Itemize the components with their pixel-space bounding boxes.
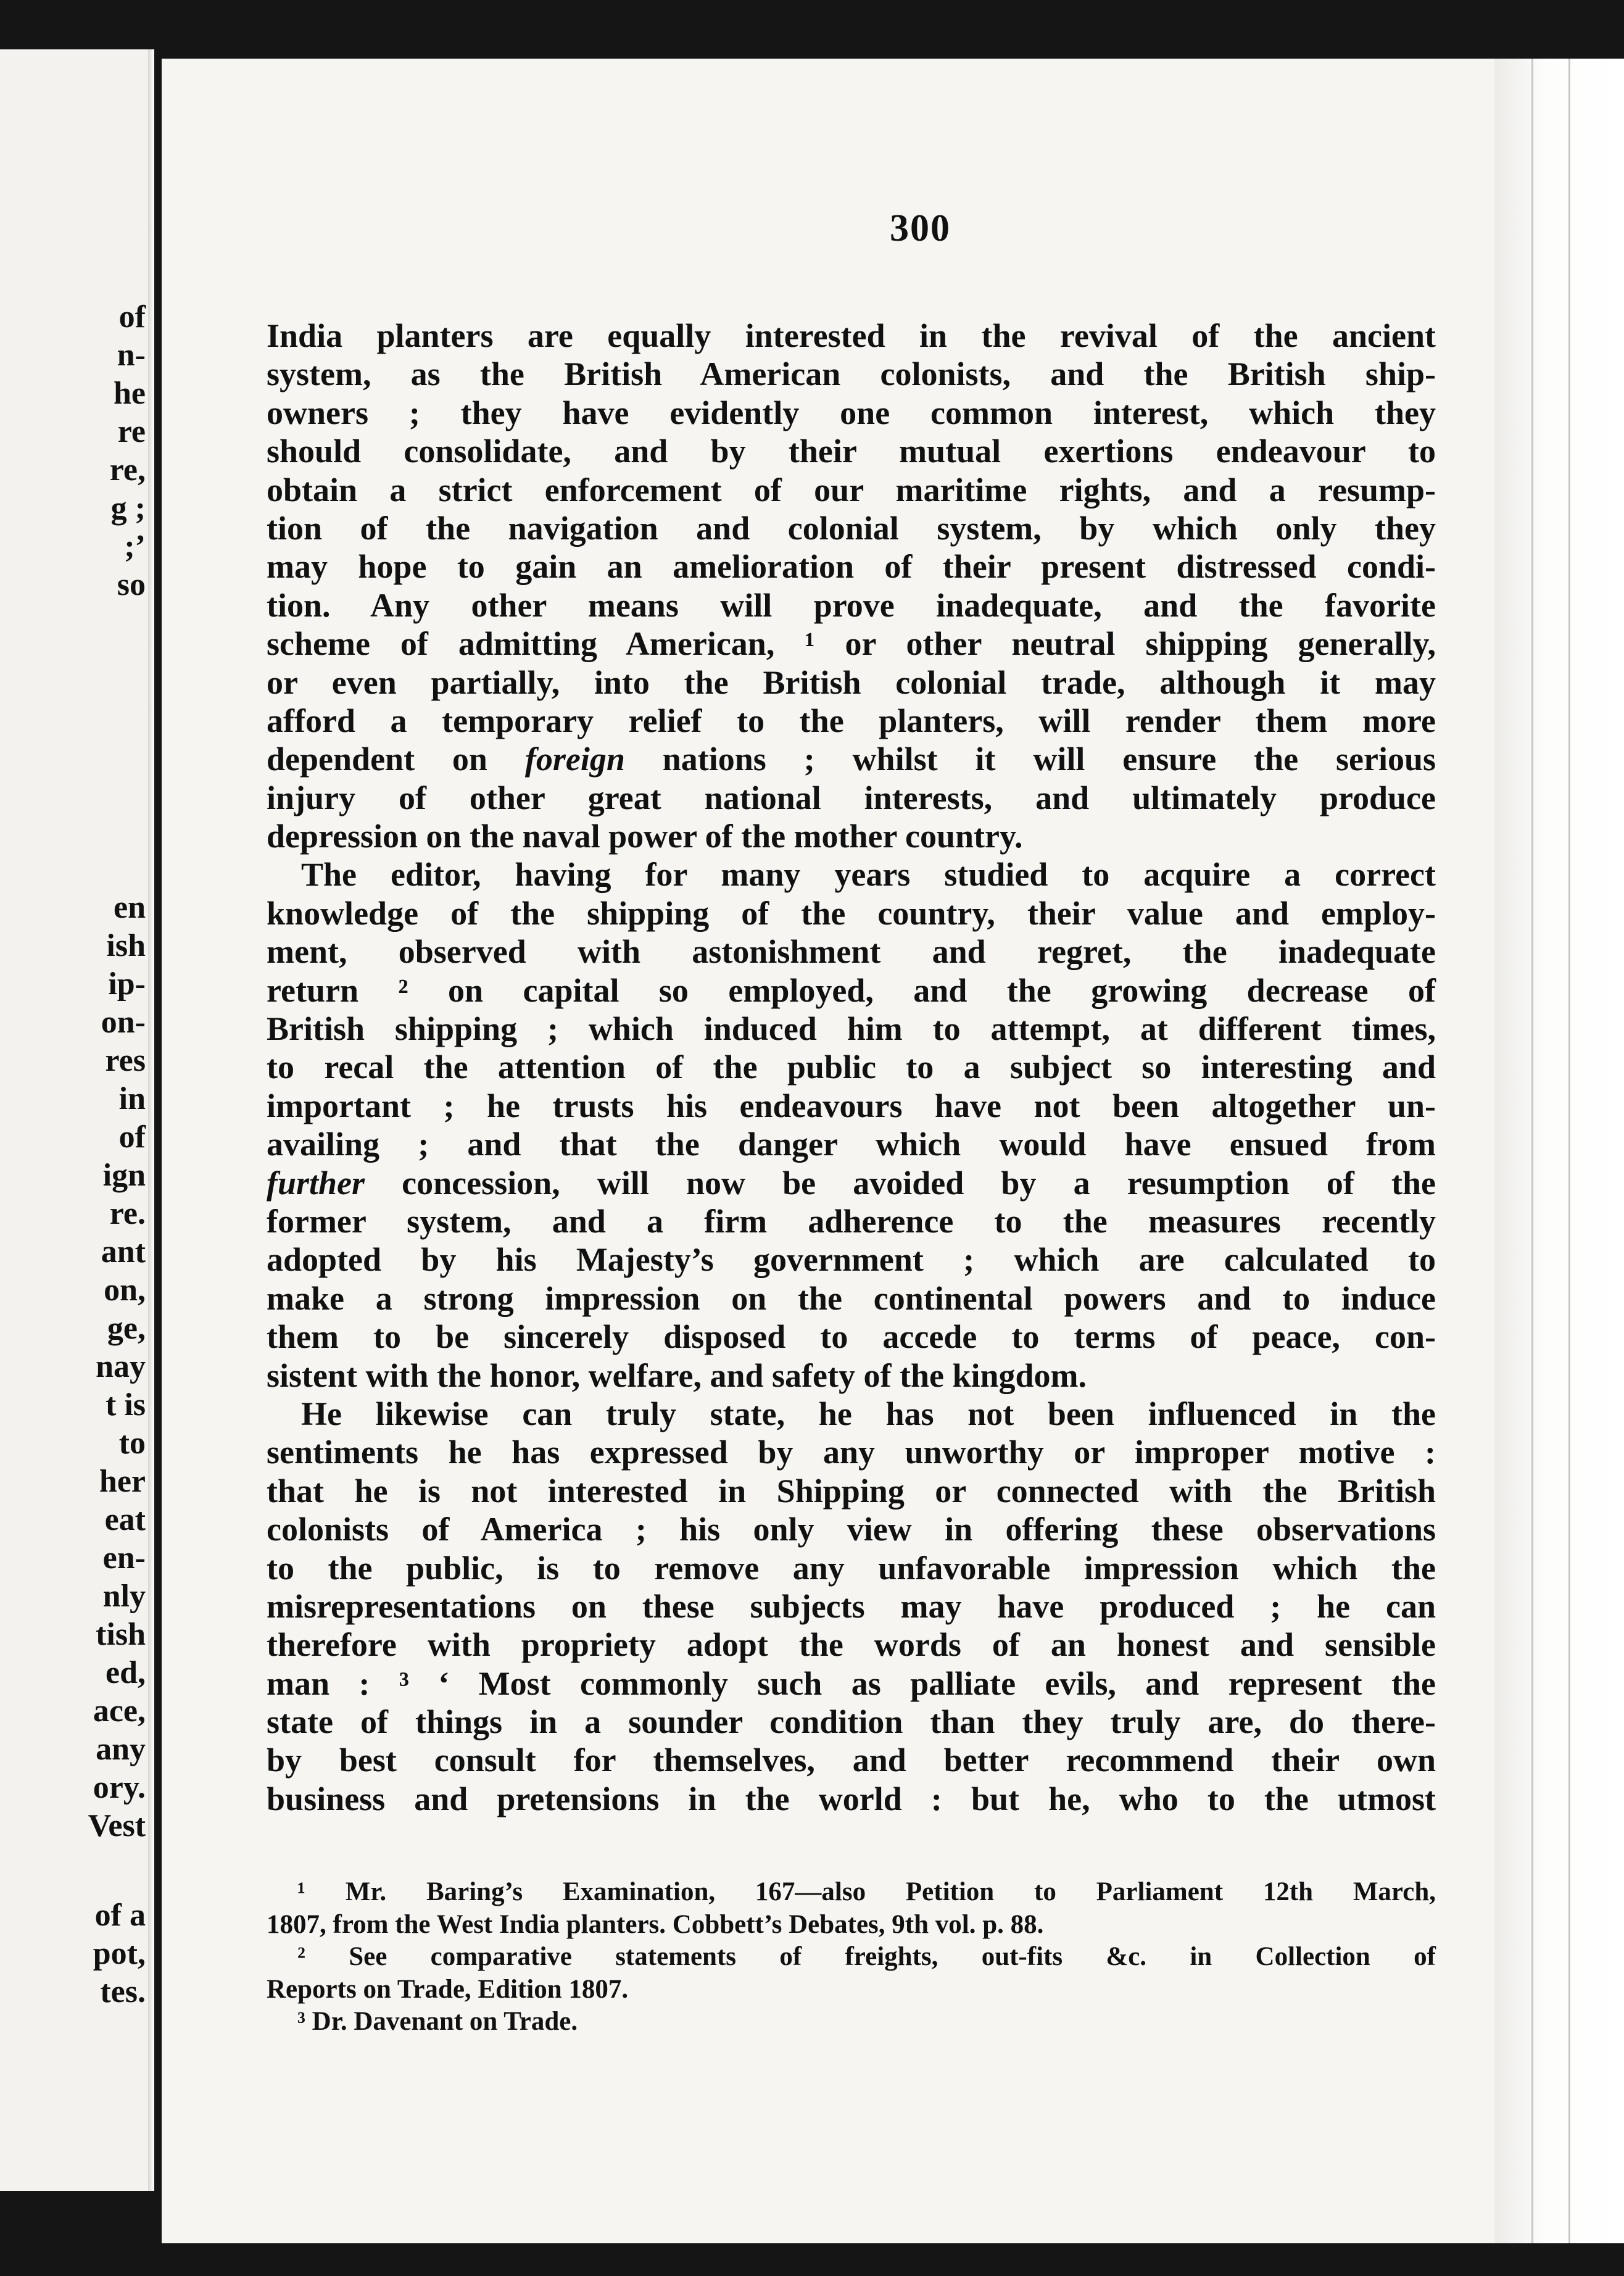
left-page-fragment: of [118,299,146,334]
left-page-fragment: ign [102,1158,146,1193]
book-page [162,59,1624,2243]
text-line: colonists of America ; his only view in offering these observations [267,1511,1436,1548]
text-line: man : ³ ‘ Most commonly such as palliate evils, and represent the [267,1664,1436,1702]
text-line: to recal the attention of the public to a subject so interesting and [267,1049,1436,1086]
text-line: afford a temporary relief to the planters, will render them more [267,702,1436,739]
left-page-fragment: on- [101,1005,146,1040]
text-line: sentiments he has expressed by any unworthy or improper motive : [267,1434,1436,1471]
text-line: adopted by his Majesty’s government ; which are calculated to [267,1241,1436,1279]
left-page-edge [0,49,154,2191]
left-page-fragment: g ; [110,491,146,526]
text-line: misrepresentations on these subjects may have produced ; he can [267,1587,1436,1625]
left-page-fragment: re. [109,1196,146,1231]
text-line: system, as the British American colonists, and the British ship- [267,355,1436,393]
left-page-fragment: Vest [88,1808,146,1843]
body-text [267,317,1436,1818]
left-page-fragment: ory. [93,1770,146,1805]
text-line: dependent on foreign nations ; whilst it will ensure the serious [267,741,1436,778]
left-page-fragment: re, [109,452,146,488]
text-line: by best consult for themselves, and better recommend their own [267,1742,1436,1779]
page-edges [1494,59,1624,2243]
footnote-line: Reports on Trade, Edition 1807. [267,1974,629,2004]
text-line: tion of the navigation and colonial system, by which only they [267,509,1436,547]
text-line: or even partially, into the British colonial trade, although it may [267,663,1436,701]
left-page-fragment: to [118,1426,146,1461]
text-line: important ; he trusts his endeavours have not been altogether un- [267,1087,1436,1124]
page-gutter [148,49,154,2191]
text-line: make a strong impression on the continental powers and to induce [267,1279,1436,1317]
footnote-line: ² See comparative statements of freights, out-fits &c. in Collection of [297,1942,1436,1971]
text-line: obtain a strict enforcement of our maritime rights, and a resump- [267,471,1436,509]
left-page-fragment: her [99,1464,146,1499]
left-page-fragment: ;’ [124,529,146,564]
left-page-fragment: n- [117,338,146,373]
text-line: should consolidate, and by their mutual exertions endeavour to [267,433,1436,470]
left-page-fragment: tes. [100,1974,146,2009]
left-page-fragment: in [118,1081,146,1116]
text-line: ment, observed with astonishment and regret, the inadequate [267,933,1436,971]
left-page-fragment: en [114,890,146,925]
left-page-fragment: ace, [93,1693,146,1729]
text-line: to the public, is to remove any unfavorable impression which the [267,1549,1436,1587]
text-line: return ² on capital so employed, and the growing decrease of [267,971,1436,1009]
text-line: owners ; they have evidently one common interest, which they [267,394,1436,431]
text-line: injury of other great national interests, and ultimately produce [267,779,1436,816]
left-page-fragment: any [96,1732,146,1767]
text-line: state of things in a sounder condition than they truly are, do there- [267,1703,1436,1741]
text-line: business and pretensions in the world : but he, who to the utmost [267,1780,1436,1817]
left-page-fragment: res [105,1043,146,1078]
left-page-fragment: nay [96,1349,146,1384]
text-line: The editor, having for many years studied to acquire a correct [301,856,1436,894]
text-line: further concession, will now be avoided by a resumption of the [267,1164,1436,1202]
left-page-fragment: eat [104,1502,146,1537]
text-line: availing ; and that the danger which would have ensued from [267,1126,1436,1163]
left-page-fragment: of a [94,1898,146,1933]
left-page-fragment: ip- [108,966,146,1002]
left-page-fragment: ant [101,1234,146,1269]
left-page-fragment: ish [106,928,146,963]
text-line: may hope to gain an amelioration of their present distressed condi- [267,548,1436,586]
page-edge-line [1531,59,1533,2243]
left-page-fragment: so [117,567,146,602]
left-page-fragment: t is [106,1387,146,1422]
text-line: knowledge of the shipping of the country, their value and employ- [267,894,1436,932]
left-page-fragment: pot, [93,1936,146,1971]
text-line: former system, and a firm adherence to the measures recently [267,1202,1436,1240]
page-number: 300 [890,207,951,249]
left-page-fragment: re [117,414,146,449]
footnote-line: 1807, from the West India planters. Cobbett’s Debates, 9th vol. p. 88. [267,1909,1044,1939]
left-page-fragment: ed, [106,1655,146,1690]
text-line: tion. Any other means will prove inadequate, and the favorite [267,586,1436,624]
text-line: He likewise can truly state, he has not been influenced in the [301,1395,1436,1432]
text-line: scheme of admitting American, ¹ or other neutral shipping generally, [267,625,1436,663]
left-page-fragment: of [118,1119,146,1155]
left-page-fragment: tish [96,1617,146,1652]
left-page-fragment: he [114,376,146,411]
footnotes [267,1876,1436,2038]
text-line: that he is not interested in Shipping or connected with the British [267,1472,1436,1510]
text-line: depression on the naval power of the mother country. [267,818,1023,855]
left-page-fragment: en- [102,1540,146,1576]
page-edge-line [1568,59,1570,2243]
text-line: therefore with propriety adopt the words of an honest and sensible [267,1626,1436,1664]
footnote-line: ¹ Mr. Baring’s Examination, 167—also Petition to Parliament 12th March, [297,1877,1436,1906]
text-line: sistent with the honor, welfare, and safety of the kingdom. [267,1356,1087,1394]
text-line: British shipping ; which induced him to attempt, at different times, [267,1010,1436,1048]
left-page-fragment: ge, [107,1311,146,1346]
text-line: them to be sincerely disposed to accede to terms of peace, con- [267,1318,1436,1356]
text-line: India planters are equally interested in the revival of the ancient [267,317,1436,354]
left-page-fragment: on, [104,1273,146,1308]
left-page-fragment: nly [102,1579,146,1614]
footnote-line: ³ Dr. Davenant on Trade. [297,2007,578,2036]
